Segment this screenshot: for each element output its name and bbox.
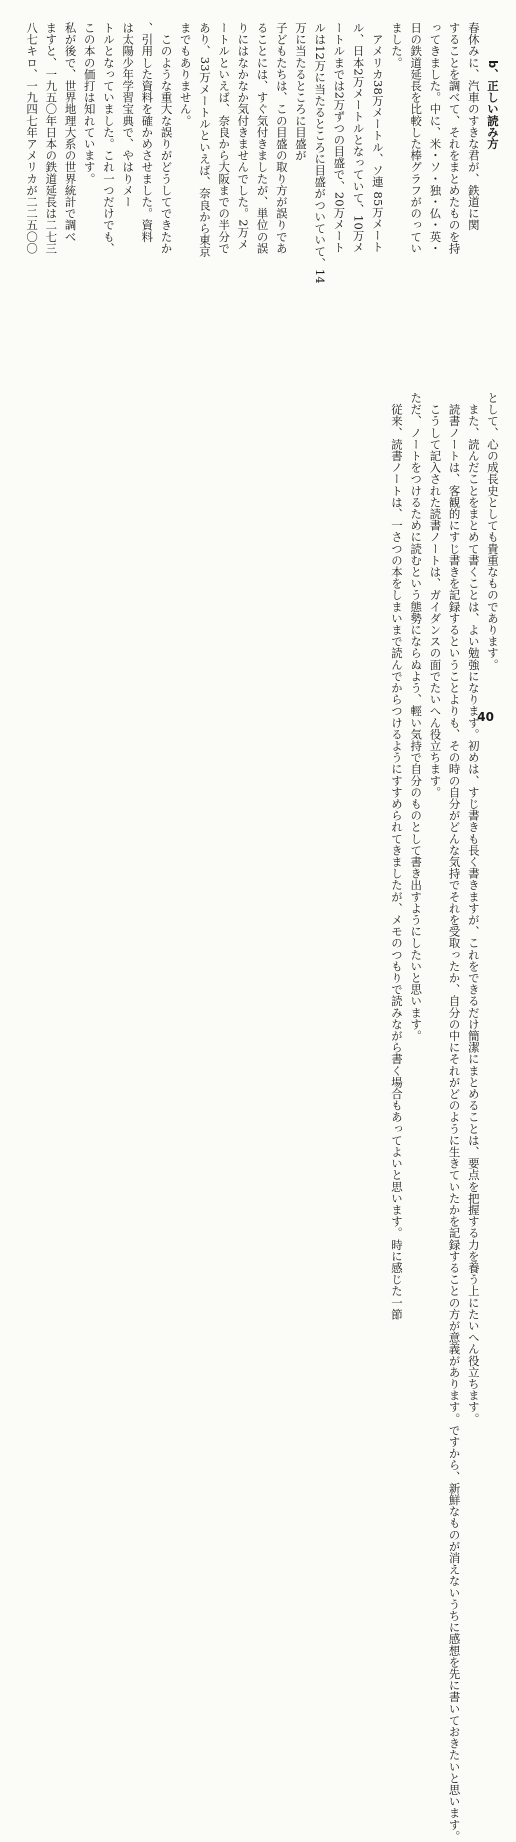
text-line: このような重大な誤りがどうしてできたか [159,22,174,254]
text-line: ってきました。中に、米・ソ・独・仏・英・ [428,22,443,254]
text-line: ました。 [389,22,404,69]
text-line: ートルといえば、奈良から大阪までの半分で [217,22,232,254]
text-line: また、読んだことをまとめて書くことは、よい勉強になります。初めは、すじ書きも長く書きますが、これをできるだけ簡潔にまとめることは、要点を把握する力を養う上にたいへん役立ちます。 [466,392,481,1425]
text-line: トルとなっていました。これ一つだけでも、 [101,22,116,254]
section-heading-b: b、正しい読み方 [486,60,500,150]
text-line: 万に当たるところに目盛が [293,22,308,162]
page-number: 40 [477,710,494,724]
text-line: ルは12万に当たるところに目盛がついていて、14 [313,22,328,284]
text-line: 八七キロ、一九四七年アメリカが二二五〇〇 [25,22,40,254]
text-line: として、心の成長史としても貴重なものであります。 [486,392,500,671]
text-line: ル、日本2万メートルとなっていて、10万メ [351,22,366,254]
text-line: までもありません。 [178,22,193,127]
text-line: 日の鉄道延長を比較した棒グラフがのってい [409,22,424,254]
text-line: ートルまでは2万ずつの目盛で、20万メート [332,22,347,254]
text-line: することを調べて、それをまとめたものを持 [447,22,462,254]
text-line: こうして記入された読書ノートは、ガイダンスの面でたいへん役立ちます。 [428,392,443,798]
text-line: この本の価打は知れています。 [82,22,97,185]
text-line: あり、33万メートルといえば、奈良から東京 [197,22,212,258]
text-line: は太陽少年学習宝典で、やはりメー [121,22,136,208]
text-line: 私が後で、世界地理大系の世界統計で調べ [63,22,78,243]
text-line: ますと、一九五〇年日本の鉄道延長は二七三 [44,22,59,254]
text-line: りにはなかなか気付きませんでした。2万メ [236,22,251,250]
text-line: 子どもたちは、この目盛の取り方が誤りであ [274,22,289,254]
text-line: 読書ノートは、客観的にすじ書きを記録するということよりも、その時の自分がどんな気持でそれを受取ったか、自分の中にそれがどのように生きていたかを記録することの方が意義があります。ですから、新鮮なものが消えないうちに感想を先に書いておきたいと思います。 [447,392,462,1842]
upper-text-block [12,22,502,352]
text-line: アメリカ38万メートル、ソ連 85万メート [370,22,385,253]
text-line: 従来、読書ノートは、一さつの本をしまいまで読んでからつけるようにすすめられてきましたが、メモのつもりで読みながら書く場合もあってよいと思います。時に感じた一節 [389,392,404,1320]
text-line: ただ、ノートをつけるために読むという態勢にならぬよう、輕い気持で自分のものとして書き出すようにしたいと思います。 [409,392,424,1042]
text-line: 春休みに、汽車のすきな君が、鉄道に関 [466,22,481,231]
text-line: 、引用した資料を確かめさせました。資料 [140,22,155,243]
text-line: ることには、すぐ気付きましたが、単位の誤 [255,22,270,254]
